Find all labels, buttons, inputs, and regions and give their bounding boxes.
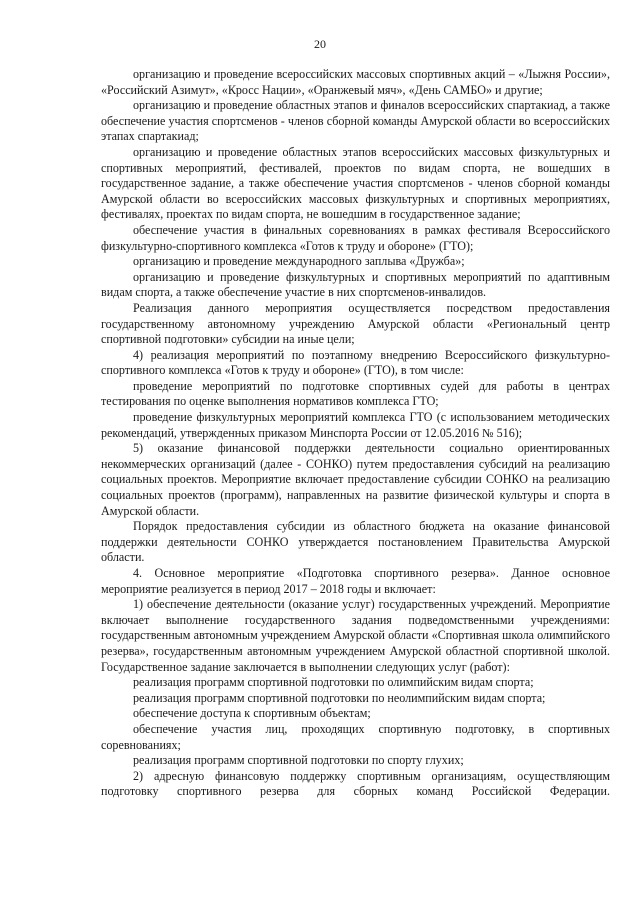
paragraph: 1) обеспечение деятельности (оказание услуг) государственных учреждений. Мероприятие включает выполнение государственного задания подведомственными учреждениями: государственным автономным учреждением Амурской области «Спортивная школа олимпийского резерва», государственным автономным учреждением Амурской областной спортивной школой. Государственное задание заключается в выполнении следующих услуг (работ): xyxy=(101,597,610,674)
list-item: реализация программ спортивной подготовки по спорту глухих; xyxy=(133,753,464,768)
page-number: 20 xyxy=(314,37,326,51)
paragraph: 4) реализация мероприятий по поэтапному внедрению Всероссийского физкультурно-спортивного комплекса «Готов к труду и обороне» (ГТО), в том числе: xyxy=(101,347,610,378)
paragraph: проведение физкультурных мероприятий комплекса ГТО (с использованием методических рекомендаций, утвержденных приказом Минспорта России от 12.05.2016 № 516); xyxy=(101,410,610,440)
list-item: реализация программ спортивной подготовки по неолимпийским видам спорта; xyxy=(133,690,546,705)
paragraph: 2) адресную финансовую поддержку спортивным организациям, осуществляющим подготовку спортивного резерва для сборных команд Российской Федерации. xyxy=(101,768,610,799)
paragraph: проведение мероприятий по подготовке спортивных судей для работы в центрах тестирования по оценке выполнения нормативов комплекса ГТО; xyxy=(101,378,610,409)
list-item: реализация программ спортивной подготовки по олимпийским видам спорта; xyxy=(133,675,534,690)
document-body xyxy=(101,67,610,800)
paragraph: 4. Основное мероприятие «Подготовка спортивного резерва». Данное основное мероприятие реализуется в период 2017 – 2018 годы и включает: xyxy=(101,566,610,596)
paragraph: организацию и проведение всероссийских массовых спортивных акций – «Лыжня России», «Российский Азимут», «Кросс Нации», «Оранжевый мяч», «День САМБО» и другие; xyxy=(101,67,610,97)
paragraph: обеспечение участия в финальных соревнованиях в рамках фестиваля Всероссийского физкультурно-спортивного комплекса «Готов к труду и обороне» (ГТО); xyxy=(101,222,610,253)
paragraph: организацию и проведение областных этапов и финалов всероссийских спартакиад, а также обеспечение участия спортсменов - членов сборной команды Амурской области во всероссийских этапах спартакиад; xyxy=(101,98,610,144)
paragraph: организацию и проведение физкультурных и спортивных мероприятий по адаптивным видам спорта, а также обеспечение участие в них спортсменов-инвалидов. xyxy=(101,269,610,300)
paragraph: Реализация данного мероприятия осуществляется посредством предоставления государственному автономному учреждению Амурской области «Региональный центр спортивной подготовки» субсидии на иные цели; xyxy=(101,300,610,347)
paragraph: 5) оказание финансовой поддержки деятельности социально ориентированных некоммерческих организаций (далее - СОНКО) путем предоставления субсидий на реализацию социальных проектов. Мероприятие включает предоставление субсидии СОНКО на реализацию социальных проектов (программ), направленных на развитие физической культуры и спорта в Амурской области. xyxy=(101,441,610,518)
list-item: обеспечение доступа к спортивным объектам; xyxy=(133,706,371,721)
paragraph: организацию и проведение областных этапов всероссийских массовых физкультурных и спортивных мероприятий, фестивалей, проектов по видам спорта, не вошедших в государственное задание, а также обеспечение участия спортсменов - членов сборной команды Амурской области во всероссийских массовых физкультурных и спортивных мероприятиях, фестивалях, проектах по видам спорта, не вошедшим в государственное задание; xyxy=(101,144,610,222)
list-item: обеспечение участия лиц, проходящих спортивную подготовку, в спортивных соревнованиях; xyxy=(101,721,610,752)
paragraph: Порядок предоставления субсидии из областного бюджета на оказание финансовой поддержки деятельности СОНКО утверждается постановлением Правительства Амурской области. xyxy=(101,519,610,565)
paragraph: организацию и проведение международного заплыва «Дружба»; xyxy=(133,254,465,269)
